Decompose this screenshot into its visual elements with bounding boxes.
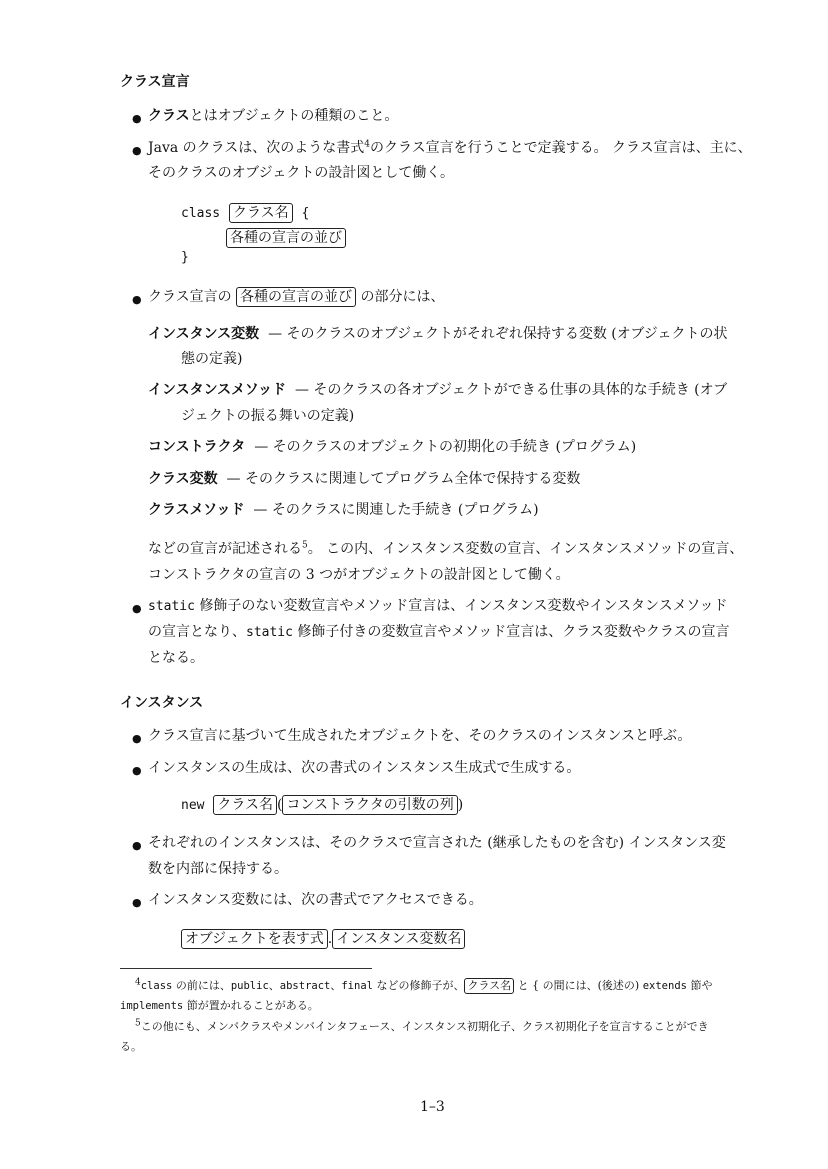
- term-class: クラス: [148, 108, 190, 124]
- bullet-icon: ●: [132, 839, 142, 852]
- bullet-icon: ●: [132, 732, 142, 745]
- bullet-java-class-line1: Java のクラスは、次のような書式$^4$のクラス宣言を行うことで定義する。 クラス宣言は、主に、: [148, 139, 752, 156]
- code-new-expression: new クラス名 ( コンストラクタの引数の列 ): [181, 797, 464, 813]
- def-constructor: コンストラクタ — そのクラスのオブジェクトの初期化の手続き (プログラム): [148, 439, 637, 455]
- placeholder-class-name: クラス名: [464, 978, 514, 994]
- bullet-icon: ●: [132, 896, 142, 909]
- section-title-class-declaration: クラス宣言: [120, 74, 190, 90]
- footnote-5-line2: る。: [120, 1040, 142, 1053]
- placeholder-declarations: 各種の宣言の並び: [226, 228, 346, 248]
- page-number: 1–3: [420, 1099, 445, 1115]
- bullet-java-class-line2: そのクラスのオブジェクトの設計図として働く。: [148, 165, 455, 181]
- footnote-ref-4: 4: [364, 139, 370, 150]
- def-instance-variable-line1: インスタンス変数 — そのクラスのオブジェクトがそれぞれ保持する変数 (オブジェクトの状: [148, 326, 728, 342]
- placeholder-instance-variable-name: インスタンス変数名: [332, 929, 465, 949]
- placeholder-class-name: クラス名: [229, 203, 293, 223]
- bullet-class-definition: クラスとはオブジェクトの種類のこと。: [148, 108, 399, 124]
- bullet-icon: ●: [132, 144, 142, 157]
- def-class-method: クラスメソッド — そのクラスに関連した手続き (プログラム): [148, 502, 539, 518]
- def-instance-method-line2: ジェクトの振る舞いの定義): [181, 408, 355, 424]
- bullet-instance-creation: インスタンスの生成は、次の書式のインスタンス生成式で生成する。: [148, 760, 581, 776]
- bullet-static-line2: の宣言となり、static 修飾子付きの変数宣言やメソッド宣言は、クラス変数やクラスの宣言: [148, 624, 730, 640]
- def-class-variable: クラス変数 — そのクラスに関連してプログラム全体で保持する変数: [148, 471, 581, 487]
- bullet-static-line1: static 修飾子のない変数宣言やメソッド宣言は、インスタンス変数やインスタンスメソッド: [148, 598, 728, 614]
- footnote-4-line1: $^4$class の前には、public、abstract、final などの修飾子が、 クラス名 と { の間には、(後述の) extends 節や: [135, 977, 713, 992]
- bullet-icon: ●: [132, 764, 142, 777]
- placeholder-object-expression: オブジェクトを表す式: [181, 929, 328, 949]
- bullet-icon: ●: [132, 293, 142, 306]
- code-field-access: オブジェクトを表す式 . インスタンス変数名: [181, 926, 465, 952]
- paragraph-declarations-line1: などの宣言が記述される$^5$。 この内、インスタンス変数の宣言、インスタンスメソッドの宣言、: [148, 540, 744, 557]
- footnote-ref-5: 5: [302, 540, 308, 551]
- bullet-icon: ●: [132, 602, 142, 615]
- bullet-instance-definition: クラス宣言に基づいて生成されたオブジェクトを、そのクラスのインスタンスと呼ぶ。: [148, 728, 692, 744]
- footnote-5-line1: $^5$この他にも、メンバクラスやメンバインタフェース、インスタンス初期化子、クラス初期化子を宣言することができ: [135, 1018, 709, 1033]
- def-instance-method-line1: インスタンスメソッド — そのクラスの各オブジェクトができる仕事の具体的な手続き (オブ: [148, 382, 728, 398]
- placeholder-class-name: クラス名: [213, 795, 277, 815]
- bullet-declarations-part: クラス宣言の 各種の宣言の並び の部分には、: [148, 289, 445, 305]
- code-class-body: [226, 225, 346, 251]
- bullet-instance-access: インスタンス変数には、次の書式でアクセスできる。: [148, 892, 483, 908]
- bullet-instance-variables-line2: 数を内部に保持する。: [148, 861, 288, 877]
- paragraph-declarations-line2: コンストラクタの宣言の 3 つがオブジェクトの設計図として働く。: [148, 567, 570, 583]
- bullet-instance-variables-line1: それぞれのインスタンスは、そのクラスで宣言された (継承したものを含む) インスタンス変: [148, 835, 726, 851]
- placeholder-declarations: 各種の宣言の並び: [236, 287, 356, 307]
- bullet-static-line3: となる。: [148, 650, 204, 666]
- section-title-instance: インスタンス: [120, 695, 204, 711]
- footnote-4-line2: implements 節が置かれることがある。: [120, 999, 319, 1012]
- code-class-close: }: [181, 250, 189, 265]
- bullet-icon: ●: [132, 112, 142, 125]
- footnote-rule: [120, 968, 372, 969]
- code-class-header: class クラス名 {: [181, 205, 310, 221]
- placeholder-constructor-args: コンストラクタの引数の列: [282, 795, 457, 815]
- def-instance-variable-line2: 態の定義): [181, 351, 243, 367]
